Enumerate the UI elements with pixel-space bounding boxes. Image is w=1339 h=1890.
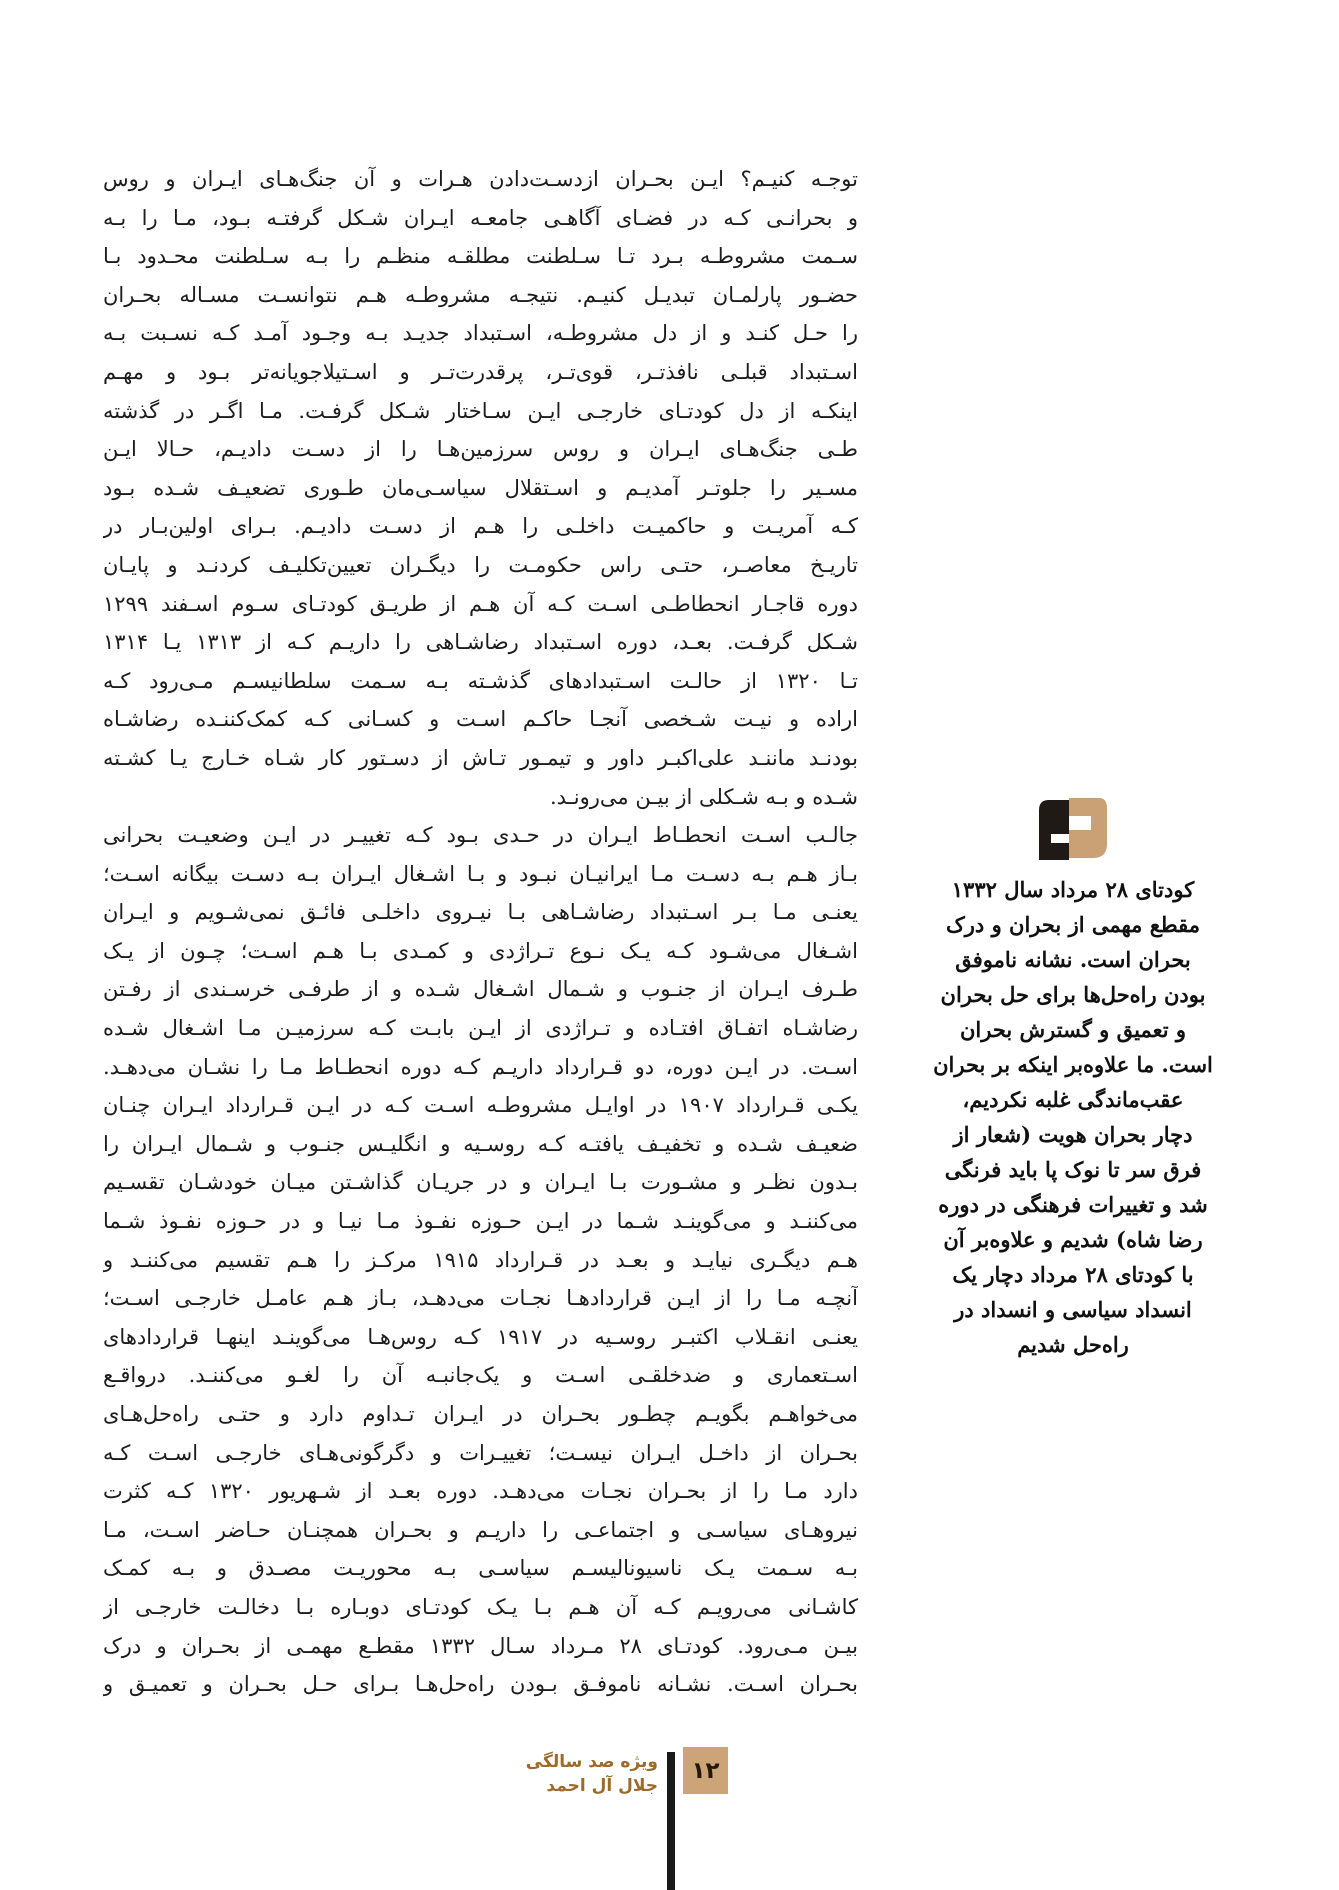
article-body-column [103, 160, 858, 1704]
quote-mark-icon [1039, 798, 1107, 860]
article-text-line: کاشـانی می‌رویـم کـه آن هـم بـا یـک کودتـای دوبـاره بـا دخالـت خارجـی از [103, 1594, 858, 1619]
section-title-line2: جلال آل احمد [546, 1776, 658, 1796]
pullquote-line: شد و تغییرات فرهنگی در دوره [938, 1192, 1208, 1217]
article-text-line: بودنـد ماننـد علی‌اکبـر داور و تیمـور تـاش از دسـتور کار شـاه خـارج یـا کشـته [103, 745, 858, 770]
pullquote-line: است. ما علاوه‌بر اینکه بر بحران [933, 1052, 1213, 1077]
article-text-line: کـه آمریـت و حاکمیـت داخلـی را هـم از دسـت دادیـم. بـرای اولین‌بـار در [103, 514, 858, 539]
article-text-line: آنچـه مـا را از ایـن قراردادهـا نجـات می‌دهـد، بـاز هـم عامـل خارجـی اسـت؛ [103, 1286, 858, 1311]
quote-mark-dark-shape [1039, 800, 1069, 860]
article-text-line: بحـران از داخـل ایـران نیسـت؛ تغییـرات و دگرگونی‌هـای خارجـی اسـت کـه [103, 1440, 858, 1465]
footer-divider-bar [667, 1752, 675, 1890]
article-text-line: اینکـه از دل کودتـای خارجـی ایـن سـاختار شـکل گرفـت. مـا اگـر در گذشته [103, 398, 858, 423]
quote-mark-tan-shape [1069, 798, 1107, 858]
article-text-line: اسـتعماری و ضدخلقـی اسـت و یک‌جانبـه آن را لغـو می‌کننـد. درواقـع [103, 1363, 858, 1388]
section-title-line1: ویژه صد سالگی [525, 1752, 658, 1772]
article-text-line: تاریـخ معاصـر، حتـی راس حکومـت را دیگـران تعیین‌تکلیـف کردنـد و پایـان [103, 552, 858, 577]
article-text-line: یعنـی مـا بـر اسـتبداد رضاشـاهی بـا نیـروی داخلـی فائـق نمی‌شـویم و ایـران [103, 900, 858, 925]
pullquote-line: مقطع مهمی از بحران و درک [945, 912, 1201, 937]
article-text-line: بـه سـمت یـک ناسیونالیسـم سیاسـی بـه محوریـت مصـدق و بـه کمـک [103, 1556, 858, 1581]
page-number: ۱۲ [691, 1757, 720, 1784]
pullquote-line: بودن راه‌حل‌ها برای حل بحران [940, 982, 1206, 1007]
article-text-line: می‌خواهـم بگویـم چطـور بحـران در ایـران تـداوم دارد و حتـی راه‌حل‌هـای [103, 1402, 858, 1426]
article-text-line: شـده و بـه شـکلی از بیـن می‌رونـد. [549, 784, 858, 809]
article-text-line: اسـت. در ایـن دوره، دو قـرارداد داریـم کـه دوره انحطـاط مـا را نشـان می‌دهـد. [103, 1054, 858, 1079]
article-text-line: رضاشـاه اتفـاق افتـاده و تـراژدی از ایـن بابـت کـه سرزمیـن مـا اشـغال شـده [103, 1016, 858, 1041]
article-text-line: جالـب اسـت انحطـاط ایـران در حـدی بـود کـه تغییـر در ایـن وضعیـت بحرانی [103, 823, 858, 848]
article-text-line: شـکل گرفـت. بعـد، دوره اسـتبداد رضاشـاهی را داریـم کـه از ۱۳۱۳ یـا ۱۳۱۴ [103, 630, 858, 655]
article-text-line: اراده و نیـت شـخصی آنجـا حاکـم اسـت و کسـانی کـه کمک‌کننـده رضاشـاه [103, 707, 858, 732]
article-text-line: ضعیـف شـده و تخفیـف یافتـه کـه روسـیه و انگلیـس جنـوب و شـمال ایـران را [103, 1131, 858, 1156]
article-text-line: دارد مـا را از بحـران نجـات می‌دهـد. دوره بعـد از شـهریور ۱۳۲۰ کـه کثرت [103, 1479, 858, 1504]
article-text-line: مسـیر را جلوتـر آمدیـم و اسـتقلال سیاسـی‌مان طـوری تضعیـف شـده بـود [103, 475, 858, 500]
article-text-line: یعنـی انقـلاب اکتبـر روسـیه در ۱۹۱۷ کـه روس‌هـا می‌گوینـد اینهـا قراردادهای [103, 1324, 858, 1349]
pullquote-line: راه‌حل شدیم [1017, 1332, 1129, 1357]
article-text-line: سـمت مشروطـه بـرد تـا سـلطنت مطلقـه منظـم را بـه سـلطنت محـدود بـا [103, 244, 858, 269]
pullquote-line: عقب‌ماندگی غلبه نکردیم، [962, 1087, 1184, 1112]
article-text-line: بیـن مـی‌رود. کودتـای ۲۸ مـرداد سـال ۱۳۳۲ مقطـع مهمـی از بحـران و درک [103, 1633, 858, 1658]
article-text-line: اسـتبداد قبلـی نافذتـر، قوی‌تـر، پرقدرت‌تـر و اسـتیلاجویانه‌تر بـود و مهـم [103, 359, 858, 384]
pullquote-line: رضا شاه) شدیم و علاوه‌بر آن [943, 1227, 1203, 1252]
article-text-line: حضـور پارلمـان تبدیـل کنیـم. نتیجـه مشروطـه هـم نتوانسـت مسـاله بحـران [103, 282, 858, 307]
pullquote-line: فرق سر تا نوک پا باید فرنگی [944, 1157, 1202, 1182]
article-text-line: طـی جنگ‌هـای ایـران و روس سرزمین‌هـا را از دسـت دادیـم، حـالا ایـن [103, 437, 858, 462]
article-text-line: می‌کننـد و می‌گوینـد شـما در ایـن حـوزه نفـوذ مـا نیـا و در حـوزه نفـوذ شـما [103, 1209, 858, 1234]
article-text-line: هـم دیگـری نیایـد و بعـد در قـرارداد ۱۹۱۵ مرکـز را هـم تقسیم می‌کننـد و [103, 1247, 858, 1272]
article-text-line: توجـه کنیـم؟ ایـن بحـران ازدسـت‌دادن هـرات و آن جنگ‌هـای ایـران و روس [103, 167, 858, 191]
article-text-line: دوره قاجـار انحطاطـی اسـت کـه آن هـم از طریـق کودتـای سـوم اسـفند ۱۲۹۹ [103, 591, 858, 616]
article-text-line: طـرف ایـران از جنـوب و شـمال اشـغال شـده و از طرفـی خرسـندی از رفـتن [103, 977, 858, 1002]
article-text-line: تـا ۱۳۲۰ از حالـت اسـتبدادهای گذشـته بـه سـمت سلطانیسـم مـی‌رود کـه [103, 668, 858, 693]
pullquote-line: انسداد سیاسی و انسداد در [954, 1297, 1192, 1322]
article-text-line: بـاز هـم بـه دسـت مـا ایرانیـان نبـود و بـا اشـغال ایـران بـه دسـت بیگانه اسـت؛ [103, 861, 858, 886]
pullquote-line: و تعمیق و گسترش بحران [959, 1017, 1187, 1042]
pullquote-line: با کودتای ۲۸ مرداد دچار یک [952, 1262, 1194, 1287]
article-text-line: و بحرانـی کـه در فضـای آگاهـی جامعـه ایـران شـکل گرفتـه بـود، مـا را بـه [103, 205, 858, 230]
article-text-line: بـدون نظـر و مشـورت بـا ایـران و در جریـان گذاشـتن میـان خودشـان تقسـیم [103, 1170, 858, 1195]
pullquote-text [928, 872, 1218, 1362]
section-title [458, 1750, 658, 1798]
article-text-line: بحـران اسـت. نشـانه ناموفـق بـودن راه‌حل‌هـا بـرای حـل بحـران و تعمیـق و [103, 1672, 858, 1697]
pullquote-line: کودتای ۲۸ مرداد سال ۱۳۳۲ [951, 877, 1195, 902]
article-text-line: نیروهـای سیاسـی و اجتماعـی را داریـم و بحـران همچنـان حـاضر اسـت، مـا [103, 1517, 858, 1542]
article-text-line: اشـغال می‌شـود کـه یـک نـوع تـراژدی و کمـدی بـا هـم اسـت؛ چـون از یـک [103, 938, 858, 963]
pullquote [928, 798, 1218, 1362]
pullquote-line: بحران است. نشانه ناموفق [955, 947, 1191, 972]
article-text-line: یکـی قـرارداد ۱۹۰۷ در اوایـل مشروطـه اسـت کـه در ایـن قـرارداد ایـران چنـان [103, 1093, 858, 1118]
pullquote-line: دچار بحران هویت (شعار از [953, 1122, 1193, 1147]
article-text-line: را حـل کنـد و از دل مشروطـه، اسـتبداد جدیـد بـه وجـود آمـد کـه نسـبت بـه [103, 321, 858, 346]
page-number-badge [683, 1747, 728, 1794]
